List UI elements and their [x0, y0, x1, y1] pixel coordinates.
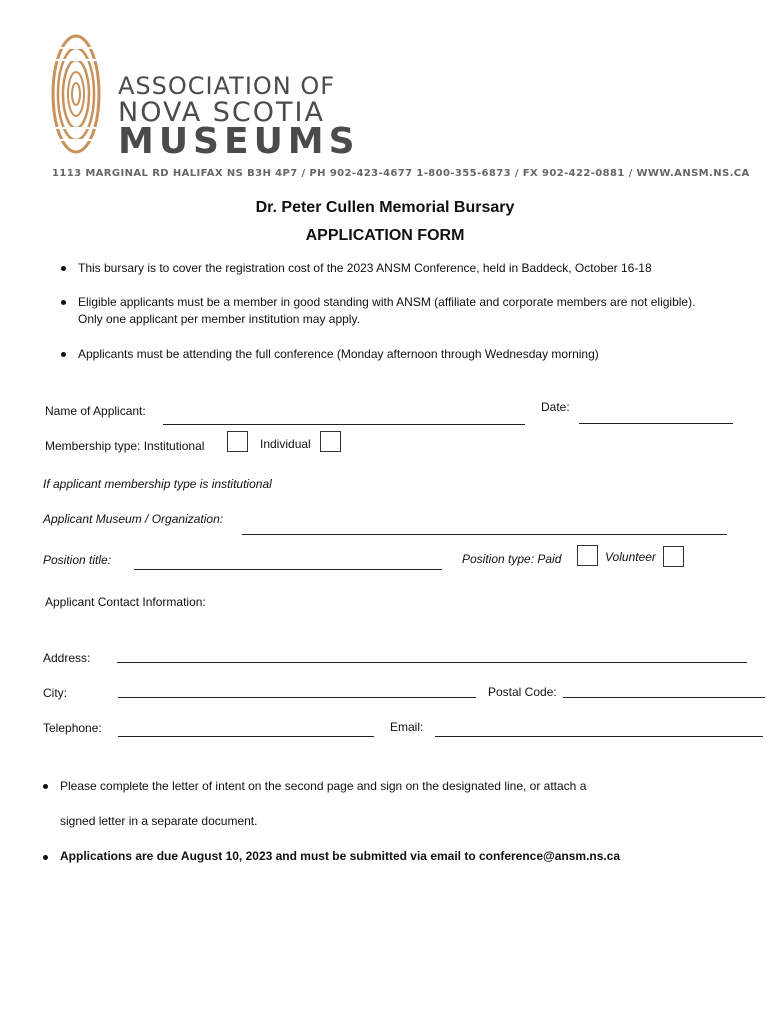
volunteer-label: Volunteer	[605, 550, 656, 564]
telephone-field[interactable]	[118, 736, 374, 737]
email-label: Email:	[390, 720, 424, 734]
position-type-label: Position type: Paid	[462, 552, 562, 566]
bullet-dot	[61, 352, 66, 357]
position-label: Position title:	[43, 553, 112, 567]
bullet-dot	[61, 266, 66, 271]
individual-label: Individual	[260, 437, 311, 451]
date-label: Date:	[541, 400, 570, 414]
page-title: Dr. Peter Cullen Memorial Bursary	[255, 199, 515, 216]
instruction-line1: Please complete the letter of intent on the second page and sign on the designated line, or attach a	[60, 779, 587, 793]
logo	[50, 30, 120, 160]
museum-field[interactable]	[242, 534, 727, 535]
email-field[interactable]	[435, 736, 763, 737]
concentric-rings-logo-icon	[50, 30, 120, 160]
bullet-item: Applicants must be attending the full conference (Monday afternoon through Wednesday morning)	[78, 347, 599, 361]
contact-heading: Applicant Contact Information:	[45, 595, 206, 609]
name-field[interactable]	[163, 424, 525, 425]
name-label: Name of Applicant:	[45, 404, 146, 418]
telephone-label: Telephone:	[43, 721, 102, 735]
contact-line: 1113 MARGINAL RD HALIFAX NS B3H 4P7 / PH 902-423-4677 1-800-355-6873 / FX 902-422-0881 / WWW.ANSM.NS.CA	[52, 168, 750, 179]
city-field[interactable]	[118, 697, 476, 698]
deadline-note: Applications are due August 10, 2023 and must be submitted via email to conference@ansm.ns.ca	[60, 849, 621, 863]
instruction-line2: signed letter in a separate document.	[60, 814, 258, 828]
address-label: Address:	[43, 651, 91, 665]
bullet-dot	[61, 300, 66, 305]
volunteer-checkbox[interactable]	[663, 546, 684, 567]
museum-label: Applicant Museum / Organization:	[43, 512, 224, 526]
bullet-dot	[43, 784, 48, 789]
date-field[interactable]	[579, 423, 733, 424]
bullet-item: Eligible applicants must be a member in good standing with ANSM (affiliate and corporate members are not eligible). Only one applicant per member institution may apply.	[78, 295, 696, 326]
postal-code-field[interactable]	[563, 697, 765, 698]
bullet-item: This bursary is to cover the registration cost of the 2023 ANSM Conference, held in Baddeck, October 16-18	[78, 261, 652, 275]
membership-label: Membership type: Institutional	[45, 439, 205, 453]
bullet-dot	[43, 855, 48, 860]
institutional-checkbox[interactable]	[227, 431, 248, 452]
city-label: City:	[43, 686, 67, 700]
postal-code-label: Postal Code:	[488, 685, 557, 699]
page-subtitle: APPLICATION FORM	[305, 227, 465, 244]
org-name-line3: MUSEUMS	[118, 121, 360, 162]
position-field[interactable]	[134, 569, 442, 570]
institutional-note: If applicant membership type is institutional	[43, 477, 272, 491]
individual-checkbox[interactable]	[320, 431, 341, 452]
paid-checkbox[interactable]	[577, 545, 598, 566]
org-name-line2: NOVA SCOTIA	[118, 97, 325, 128]
org-name-line1: ASSOCIATION OF	[118, 72, 336, 100]
address-field[interactable]	[117, 662, 747, 663]
